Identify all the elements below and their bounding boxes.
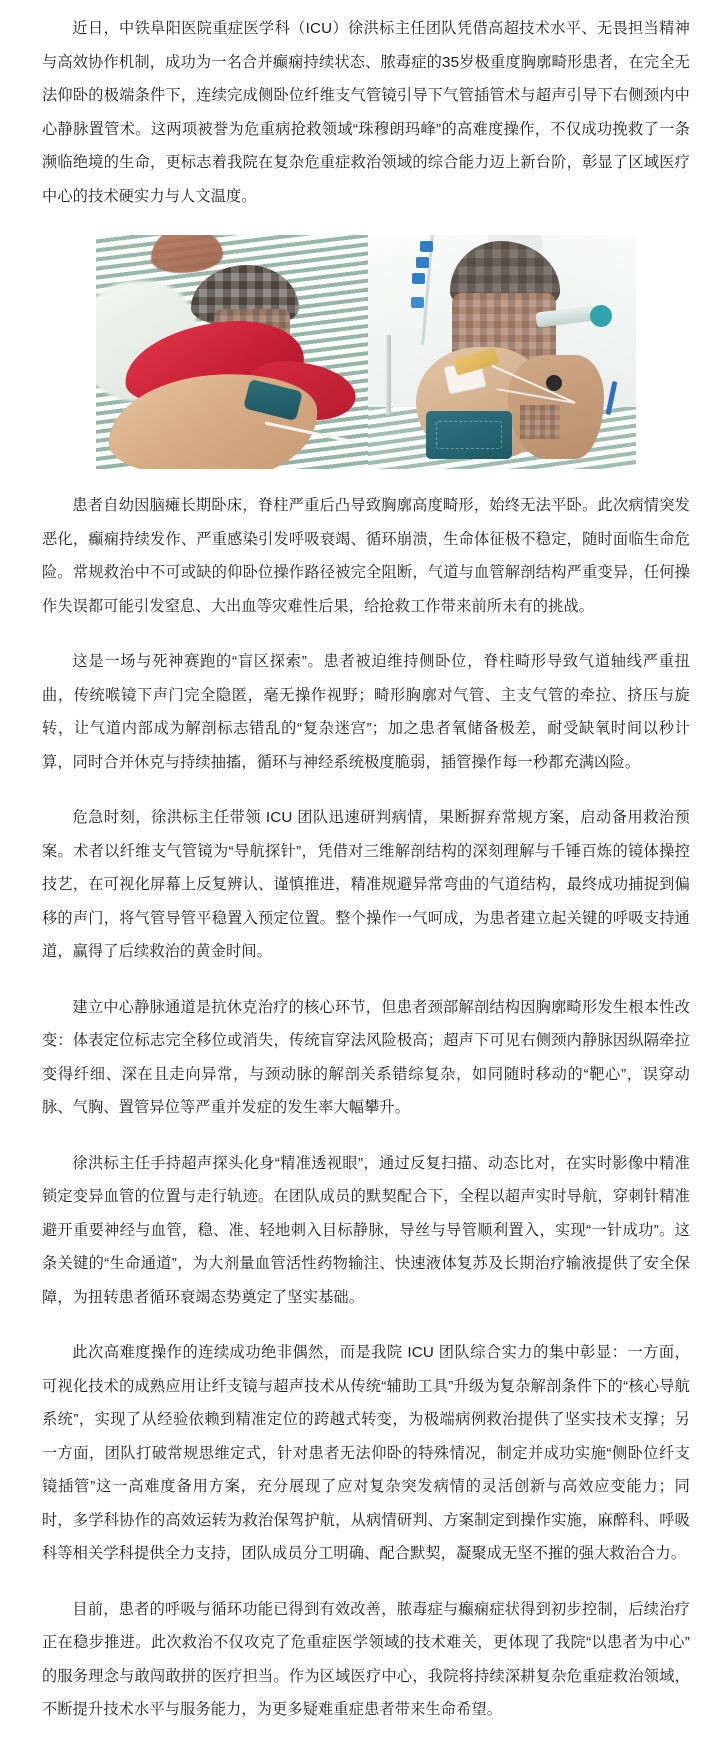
mosaic-blur-patch <box>520 405 560 439</box>
paragraph-team-capability: 此次高难度操作的连续成功绝非偶然，而是我院 ICU 团队综合实力的集中彰显：一方面，可视化技术的成熟应用让纤支镜与超声技术从传统“辅助工具”升级为复杂解剖条件下的“核心导航系统”，实现了从经验依赖到精准定位的跨越式转变，为极端病例救治提供了坚实技术支撑；另一方面，团队打破常规思维定式，针对患者无法仰卧的特殊情况，制定并成功实施“侧卧位纤支镜插管”这一高难度备用方案，充分展现了应对复杂突发病情的灵活创新与高效应变能力；同时，多学科协作的高效运转为救治保驾护航，从病情研判、方案制定到操作实施，麻醉科、呼吸科等相关学科提供全力支持，团队成员分工明确、配合默契，凝聚成无坚不摧的强大救治合力。 <box>42 1344 690 1562</box>
patient-lateral-position-photo <box>96 235 368 469</box>
paragraph-current-status: 目前，患者的呼吸与循环功能已得到有效改善，脓毒症与癫痫症状得到初步控制，后续治疗正在稳步推进。此次救治不仅攻克了危重症医学领域的技术难关，更体现了我院“以患者为中心”的服务理念与敢闯敢拼的医疗担当。作为区域医疗中心，我院将持续深耕复杂危重症救治领域，不断提升技术水平与服务能力，为更多疑难重症患者带来生命希望。 <box>42 1600 690 1718</box>
paragraph-critical-moment-intubation: 危急时刻，徐洪标主任带领 ICU 团队迅速研判病情，果断摒弃常规方案，启动备用救治预案。术者以纤维支气管镜为“导航探针”，凭借对三维解剖结构的深刻理解与千锤百炼的镜体操控技艺，在可视化屏幕上反复辨认、谨慎推进，精准规避异常弯曲的气道结构，最终成功捕捉到偏移的声门，将气管导管平稳置入预定位置。整个操作一气呵成，为患者建立起关键的呼吸支持通道，赢得了后续救治的黄金时间。 <box>42 809 690 960</box>
photo-strip <box>96 235 636 469</box>
paragraph-intro: 近日，中铁阜阳医院重症医学科（ICU）徐洪标主任团队凭借高超技术水平、无畏担当精神与高效协作机制，成功为一名合并癫痫持续状态、脓毒症的35岁极重度胸廓畸形患者，在完全无法仰卧的极端条件下，连续完成侧卧位纤维支气管镜引导下气管插管术与超声引导下右侧颈内中心静脉置管术。这两项被誉为危重病抢救领域“珠穆朗玛峰”的高难度操作，不仅成功挽救了一条濒临绝境的生命，更标志着我院在复杂危重症救治领域的综合能力迈上新台阶，彰显了区域医疗中心的技术硬实力与人文温度。 <box>42 20 690 205</box>
blue-tube-clip <box>411 297 424 308</box>
sensor-probe <box>546 375 562 391</box>
blood-pressure-cuff <box>426 411 512 459</box>
blue-tube-clip <box>412 273 425 284</box>
blue-tube-clip <box>420 241 433 252</box>
paragraph-ultrasound-guided-puncture: 徐洪标主任手持超声探头化身“精准透视眼”，通过反复扫描、动态比对，在实时影像中精准锁定变异血管的位置与走行轨迹。在团队成员的默契配合下，全程以超声实时导航，穿刺针精准避开重要神经与血管，稳、准、轻地刺入目标静脉，导丝与导管顺利置入，实现“一针成功”。这条关键的“生命通道”，为大剂量血管活性药物输注、快速液体复苏及长期治疗输液提供了安全保障，为扭转患者循环衰竭态势奠定了坚实基础。 <box>42 1154 690 1306</box>
iv-pole <box>386 335 391 415</box>
paragraph-central-venous-difficulty: 建立中心静脉通道是抗休克治疗的核心环节，但患者颈部解剖结构因胸廓畸形发生根本性改变：体表定位标志完全移位或消失，传统盲穿法风险极高；超声下可见右侧颈内静脉因纵隔牵拉变得纤细、深在且走向异常，与颈动脉的解剖关系错综复杂，如同随时移动的“靶心”，误穿动脉、气胸、置管异位等严重并发症的发生率大幅攀升。 <box>42 998 690 1116</box>
paragraph-blind-zone-challenge: 这是一场与死神赛跑的“盲区探索”。患者被迫维持侧卧位，脊柱畸形导致气道轴线严重扭曲，传统喉镜下声门完全隐匿，毫无操作视野；畸形胸廓对气管、主支气管的牵拉、挤压与旋转，让气道内部成为解剖标志错乱的“复杂迷宫”；加之患者氧储备极差，耐受缺氧时间以秒计算，同时合并休克与持续抽搐，循环与神经系统极度脆弱，插管操作每一秒都充满凶险。 <box>42 653 690 771</box>
blue-tube-clip <box>416 257 429 268</box>
patient-intubation-closeup-photo <box>368 235 636 469</box>
paragraph-patient-history: 患者自幼因脑瘫长期卧床，脊柱严重后凸导致胸廓高度畸形，始终无法平卧。此次病情突发恶化，癫痫持续发作、严重感染引发呼吸衰竭、循环崩溃，生命体征极不稳定，随时面临生命危险。常规救治中不可或缺的仰卧位操作路径被完全阻断，气道与血管解剖结构严重变异，任何操作失误都可能引发窒息、大出血等灾难性后果，给抢救工作带来前所未有的挑战。 <box>42 497 690 615</box>
article-figure <box>42 235 690 469</box>
